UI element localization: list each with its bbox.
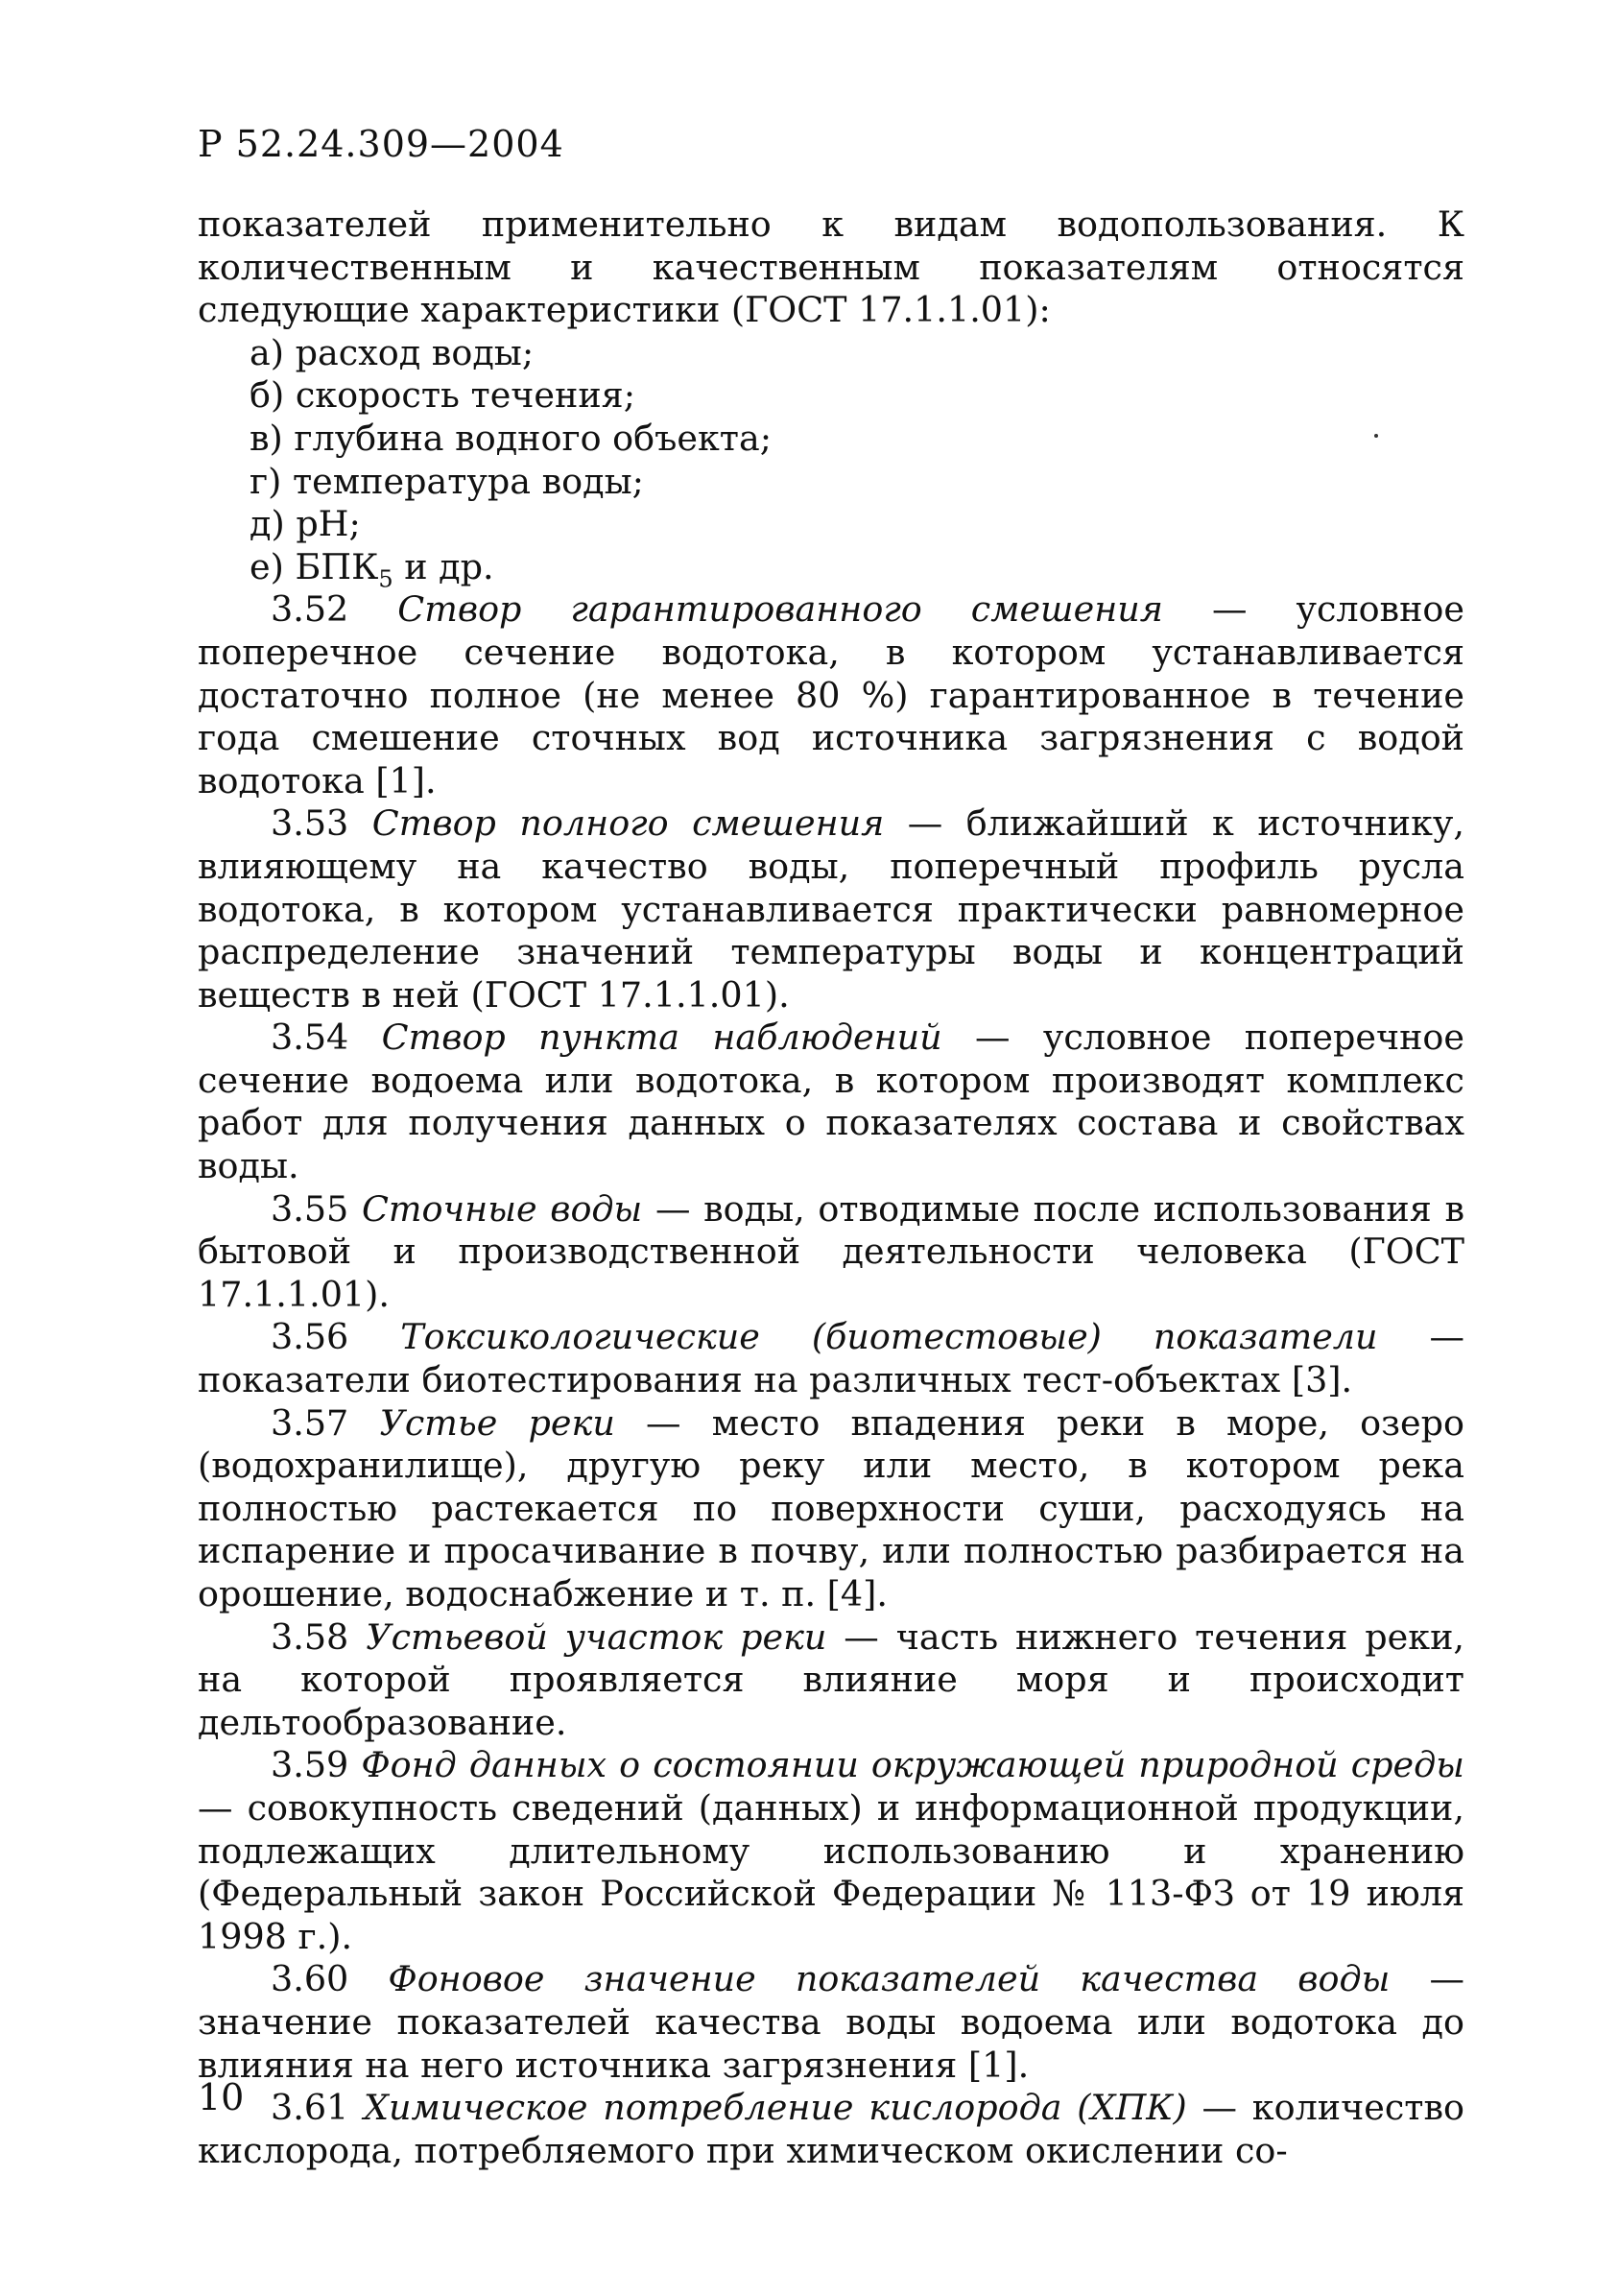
term-definition: — совокупность сведений (данных) и информационной продукции, подлежащих длительному использованию и хранению (Федеральный закон Российской Федерации № 113-ФЗ от 19 июля 1998 г.). [198, 1786, 1464, 1957]
term-paragraph [198, 588, 1464, 802]
term-definition: — условное поперечное сечение водоема или водотока, в котором производят комплекс работ для получения данных о показателях состава и свойствах воды. [198, 1016, 1465, 1187]
term-number: 3.60 [271, 1958, 349, 2000]
list-item: а) расход воды; [250, 331, 535, 373]
list-item: б) скорость течения; [250, 374, 635, 417]
term-definition: — часть нижнего течения реки, на которой проявляется влияние моря и происходит дельтообразование. [198, 1615, 1464, 1743]
term-definition: — воды, отводимые после использования в бытовой и производственной деятельности человека (ГОСТ 17.1.1.01). [198, 1187, 1464, 1315]
term-number: 3.58 [271, 1615, 349, 1658]
term-number: 3.55 [271, 1187, 349, 1230]
term-paragraph [198, 1744, 1464, 1958]
term-paragraph [198, 1958, 1464, 2087]
term-number: 3.54 [271, 1016, 349, 1059]
document-body [198, 203, 1464, 2172]
term-title: Створ гарантированного смешения [397, 588, 1163, 631]
term-title: Фонд данных о состоянии окружающей природной среды [361, 1744, 1465, 1786]
page-number: 10 [198, 2076, 245, 2118]
term-paragraph [198, 802, 1464, 1016]
list-item-text: и др. [393, 545, 494, 587]
list-item: д) рН; [250, 503, 361, 545]
term-number: 3.57 [271, 1401, 349, 1444]
term-title: Сточные воды [361, 1187, 643, 1230]
term-title: Створ полного смешения [371, 802, 885, 845]
term-paragraph [198, 2087, 1464, 2172]
term-number: 3.56 [271, 1316, 349, 1358]
term-definition: — значение показателей качества воды водоема или водотока до влияния на него источника загрязнения [1]. [198, 1958, 1464, 2086]
term-definition: — показатели биотестирования на различных тест-объектах [3]. [198, 1316, 1465, 1401]
term-title: Химическое потребление кислорода (ХПК) [364, 2087, 1187, 2129]
term-title: Створ пункта наблюдений [381, 1016, 942, 1059]
list-item-bpk [198, 545, 1464, 593]
document-code-header: Р 52.24.309—2004 [198, 123, 564, 165]
term-paragraph [198, 1616, 1464, 1745]
term-title: Устье реки [379, 1401, 615, 1444]
term-paragraph [198, 1316, 1464, 1401]
term-number: 3.52 [271, 588, 349, 631]
term-number: 3.53 [271, 802, 349, 845]
intro-paragraph: показателей применительно к видам водопользования. К количественным и качественным показателям относятся следующие характеристики (ГОСТ 17.1.1.01): [198, 203, 1464, 331]
term-paragraph [198, 1188, 1464, 1317]
term-paragraph [198, 1016, 1464, 1187]
list-item-text: е) БПК [250, 545, 379, 587]
term-title: Фоновое значение показателей качества воды [388, 1958, 1391, 2000]
term-definition: — количество кислорода, потребляемого при химическом окислении со- [198, 2087, 1464, 2171]
term-definition: — ближайший к источнику, влияющему на качество воды, поперечный профиль русла водотока, в котором устанавливается практически равномерное распределение значений температуры воды и концентраций веществ в ней (ГОСТ 17.1.1.01). [198, 802, 1464, 1016]
list-item: г) температура воды; [250, 460, 644, 502]
term-definition: — место впадения реки в море, озеро (водохранилище), другую реку или место, в котором река полностью растекается по поверхности суши, расходуясь на испарение и просачивание в почву, или полностью разбирается на орошение, водоснабжение и т. п. [4]. [198, 1401, 1464, 1614]
list-item: в) глубина водного объекта; [250, 417, 773, 459]
term-number: 3.61 [271, 2087, 349, 2129]
subscript-index: 5 [378, 565, 393, 593]
term-paragraph [198, 1402, 1464, 1616]
term-number: 3.59 [271, 1744, 349, 1786]
term-title: Токсикологические (биотестовые) показатели [400, 1316, 1378, 1358]
term-definition: — условное поперечное сечение водотока, в котором устанавливается достаточно полное (не менее 80 %) гарантированное в течение года смешение сточных вод источника загрязнения с водой водотока [1]. [198, 588, 1464, 801]
term-title: Устьевой участок реки [366, 1615, 827, 1658]
